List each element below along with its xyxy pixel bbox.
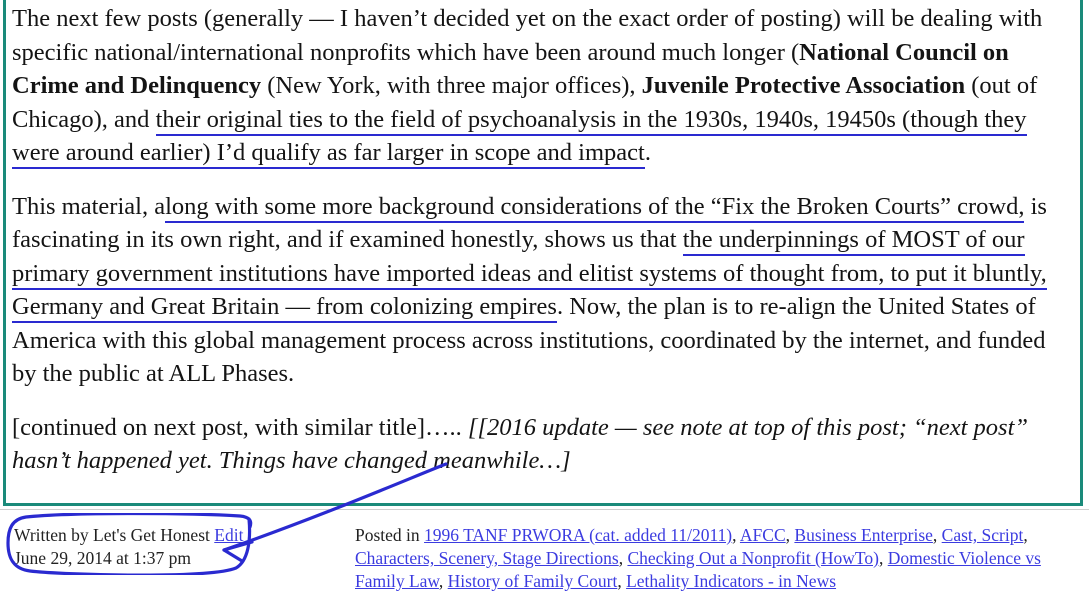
para2-underlined-annotation-2: the underpinnings of MOST of our primary government institutions have imported ideas and elitist systems of thought from, to put it bluntly, Germany and Great Britain — from colonizing empires bbox=[12, 226, 1047, 323]
category-link-afcc[interactable]: AFCC bbox=[739, 525, 786, 545]
category-link-dv-vs-family-law[interactable]: Domestic Violence vs Family Law bbox=[355, 548, 1041, 591]
para3-italic-update: [[2016 update — see note at top of this post; “next post” hasn’t happened yet. Things have changed meanwhile…] bbox=[12, 413, 1028, 474]
para2-seg3: is fascinating in its own right, and if examined honestly, shows us that bbox=[12, 192, 1047, 253]
post-categories: Posted in 1996 TANF PRWORA (cat. added 11/2011), AFCC, Business Enterprise, Cast, Script, Characters, Scenery, Stage Directions, Checking Out a Nonprofit (HowTo), Domestic Violence vs Family Law, History of Family Court, Lethality Indicators - in News bbox=[355, 525, 1041, 591]
category-link-tanf[interactable]: 1996 TANF PRWORA (cat. added 11/2011) bbox=[424, 525, 733, 545]
post-meta-bar bbox=[0, 509, 1089, 591]
category-link-business-enterprise[interactable]: Business Enterprise bbox=[794, 525, 933, 545]
para2-seg5: . Now, the plan is to re-align the United States of America with this global management process across institutions, coordinated by the internet, and funded by the public at ALL Phases. bbox=[12, 293, 1046, 387]
post-timestamp: June 29, 2014 at 1:37 pm bbox=[14, 548, 191, 568]
para3-seg1: [continued on next post, with similar title]….. bbox=[12, 413, 468, 441]
para1-bold-ncc: National Council on Crime and Delinquency bbox=[12, 38, 1009, 99]
para1-seg5: (out of Chicago), and bbox=[12, 72, 1038, 133]
para1-seg1: The next few posts (generally — I haven’t decided yet on the exact order of posting) will be dealing with specific national/international nonprofits which have been around much longer ( bbox=[12, 5, 1043, 66]
para1-seg7: . bbox=[644, 139, 651, 166]
category-link-lethality-indicators[interactable]: Lethality Indicators - in News bbox=[626, 571, 837, 591]
edit-link[interactable]: Edit bbox=[214, 525, 244, 545]
para1-seg3: (New York, with three major offices), bbox=[261, 72, 642, 99]
paragraph-1 bbox=[12, 2, 1070, 170]
para1-bold-jpa: Juvenile Protective Association bbox=[641, 72, 966, 99]
para1-underlined-annotation: their original ties to the field of psychoanalysis in the 1930s, 1940s, 19450s (though they were around earlier) I’d qualify as far larger in scope and impact bbox=[12, 106, 1027, 170]
post-byline bbox=[14, 524, 314, 570]
post-content-box bbox=[3, 0, 1083, 506]
written-by-label: Written by Let's Get Honest bbox=[14, 525, 215, 545]
para2-underlined-annotation-1: long with some more background considerations of the “Fix the Broken Courts” crowd, bbox=[165, 193, 1024, 223]
para2-seg1: This material, a bbox=[12, 192, 166, 220]
category-link-history-family-court[interactable]: History of Family Court bbox=[447, 571, 618, 591]
category-link-cast-script[interactable]: Cast, Script bbox=[941, 525, 1024, 545]
paragraph-2 bbox=[12, 190, 1070, 391]
category-link-checking-out-nonprofit[interactable]: Checking Out a Nonprofit (HowTo) bbox=[627, 548, 879, 568]
posted-in-label: Posted in bbox=[355, 525, 425, 545]
paragraph-3 bbox=[12, 411, 1070, 478]
category-link-characters-scenery[interactable]: Characters, Scenery, Stage Directions bbox=[355, 548, 619, 568]
